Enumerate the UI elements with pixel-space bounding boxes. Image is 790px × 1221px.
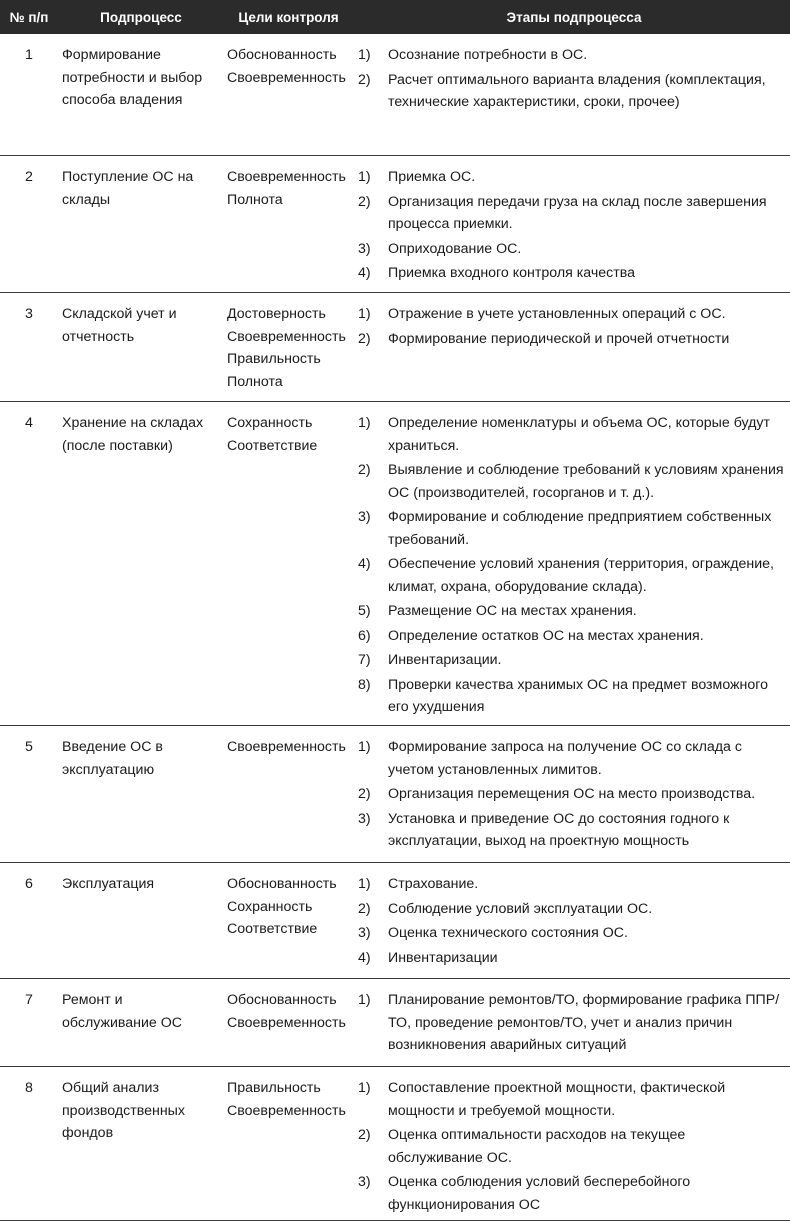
row-number: 5	[25, 739, 33, 755]
stage-text: Соблюдение условий эксплуатации ОС.	[388, 900, 653, 917]
stage-number: 3)	[358, 1174, 371, 1190]
stage-item	[358, 736, 784, 781]
control-goal: Сохранность	[227, 415, 313, 431]
subprocess-stages	[350, 863, 790, 978]
control-goal: Соответствие	[227, 437, 318, 454]
stage-number: 1)	[358, 169, 371, 185]
stage-text: Формирование запроса на получение ОС со склада с учетом установленных лимитов.	[388, 739, 742, 778]
header-subprocess: Подпроцесс	[100, 9, 182, 25]
subprocess-name: Хранение на складах (после поставки)	[62, 415, 204, 454]
control-goal: Полнота	[227, 373, 283, 390]
table-row	[0, 979, 790, 1067]
control-goal: Правильность	[227, 1080, 321, 1096]
subprocess-stages	[350, 34, 790, 155]
control-goal: Своевременность	[227, 169, 346, 185]
stage-item	[358, 506, 784, 551]
stage-number: 7)	[358, 652, 371, 668]
stage-text: Определение остатков ОС на местах хранения.	[388, 627, 704, 644]
stage-text: Планирование ремонтов/ТО, формирование графика ППР/ТО, проведение ремонтов/ТО, учет и анализ причин возникновения аварийных ситуаций	[388, 992, 780, 1053]
stage-number: 2)	[358, 462, 371, 478]
subprocess-stages	[350, 1067, 790, 1220]
table-row	[0, 863, 790, 979]
table-row	[0, 1067, 790, 1221]
stage-number: 8)	[358, 676, 371, 693]
table-row	[0, 402, 790, 726]
stage-item	[358, 459, 784, 504]
stage-item	[358, 1077, 784, 1122]
subprocess-stages	[350, 726, 790, 862]
stage-item	[358, 553, 784, 598]
header-num: № п/п	[9, 9, 49, 25]
stage-text: Оценка оптимальности расходов на текущее обслуживание ОС.	[388, 1127, 686, 1166]
subprocess-name: Общий анализ производственных фондов	[62, 1080, 185, 1141]
stage-item	[358, 412, 784, 457]
subprocess-stages	[350, 979, 790, 1066]
stage-text: Формирование периодической и прочей отчетности	[388, 330, 730, 347]
stage-text: Отражение в учете установленных операций с ОС.	[388, 306, 726, 322]
stage-text: Организация перемещения ОС на место производства.	[388, 786, 756, 802]
stage-text: Оценка соблюдения условий бесперебойного функционирования ОС	[388, 1174, 691, 1213]
stage-item	[358, 649, 784, 672]
stage-text: Выявление и соблюдение требований к условиям хранения ОС (производителей, госорганов и т. д.).	[388, 462, 784, 501]
stage-number: 3)	[358, 509, 371, 525]
control-goals	[220, 402, 350, 725]
stage-text: Инвентаризации.	[388, 652, 502, 668]
subprocess-name: Эксплуатация	[62, 876, 155, 892]
stage-item	[358, 303, 784, 326]
stage-number: 2)	[358, 786, 371, 802]
stage-item	[358, 166, 784, 189]
stage-item	[358, 783, 784, 806]
subprocess-name: Введение ОС в эксплуатацию	[62, 739, 163, 778]
stage-number: 3)	[358, 810, 371, 827]
control-goal: Своевременность	[227, 328, 346, 345]
stage-item	[358, 191, 784, 236]
stage-text: Формирование и соблюдение предприятием собственных требований.	[388, 509, 772, 548]
control-goals	[220, 726, 350, 862]
control-goals	[220, 979, 350, 1066]
stage-number: 2)	[358, 900, 371, 917]
stage-number: 6)	[358, 627, 371, 644]
control-goal: Своевременность	[227, 1102, 346, 1119]
stage-item	[358, 625, 784, 648]
control-goal: Обоснованность	[227, 992, 337, 1008]
stage-text: Размещение ОС на местах хранения.	[388, 603, 637, 619]
subprocess-name: Складской учет и отчетность	[62, 306, 177, 345]
stage-text: Проверки качества хранимых ОС на предмет возможного его ухудшения	[388, 676, 769, 715]
row-number: 2	[25, 169, 33, 185]
stage-number: 1)	[358, 739, 371, 755]
stage-number: 4)	[358, 265, 371, 281]
control-goal: Правильность	[227, 351, 321, 367]
stage-number: 1)	[358, 306, 371, 322]
stage-number: 1)	[358, 876, 371, 892]
control-goals	[220, 156, 350, 292]
control-goals	[220, 34, 350, 155]
table-row	[0, 726, 790, 863]
stage-number: 3)	[358, 925, 371, 941]
control-goals	[220, 293, 350, 401]
stage-text: Приемка входного контроля качества	[388, 265, 635, 281]
control-goal: Обоснованность	[227, 876, 337, 892]
row-number: 4	[25, 415, 33, 431]
control-goal: Своевременность	[227, 69, 346, 86]
stage-item	[358, 1124, 784, 1169]
stage-item	[358, 808, 784, 853]
stage-number: 3)	[358, 240, 371, 257]
stage-number: 2)	[358, 71, 371, 88]
stage-item	[358, 898, 784, 921]
subprocess-stages	[350, 402, 790, 725]
stage-text: Оценка технического состояния ОС.	[388, 925, 628, 941]
stage-item	[358, 922, 784, 945]
stage-text: Определение номенклатуры и объема ОС, которые будут храниться.	[388, 415, 771, 454]
stage-item	[358, 989, 784, 1057]
stage-item	[358, 1171, 784, 1216]
stage-number: 2)	[358, 1127, 371, 1143]
stage-item	[358, 238, 784, 261]
stage-item	[358, 600, 784, 623]
stage-text: Оприходование ОС.	[388, 240, 522, 257]
stage-number: 4)	[358, 949, 371, 966]
control-goal: Своевременность	[227, 1014, 346, 1031]
control-goal: Полнота	[227, 191, 283, 208]
control-goal: Своевременность	[227, 739, 346, 755]
table-row	[0, 293, 790, 402]
control-goal: Достоверность	[227, 306, 326, 322]
row-number: 7	[25, 992, 33, 1008]
stage-number: 1)	[358, 415, 371, 431]
stage-text: Установка и приведение ОС до состояния годного к эксплуатации, выход на проектную мощность	[388, 810, 730, 849]
row-number: 1	[25, 47, 33, 63]
stage-item	[358, 262, 784, 285]
header-goals: Цели контроля	[238, 9, 339, 25]
subprocess-name: Поступление ОС на склады	[62, 169, 194, 208]
stage-number: 1)	[358, 992, 371, 1008]
row-number: 6	[25, 876, 33, 892]
control-goal: Соответствие	[227, 921, 318, 937]
stage-text: Инвентаризации	[388, 949, 498, 966]
stage-text: Сопоставление проектной мощности, фактической мощности и требуемой мощности.	[388, 1080, 726, 1119]
stage-item	[358, 674, 784, 719]
table-row	[0, 34, 790, 156]
stage-item	[358, 44, 784, 67]
control-goal: Обоснованность	[227, 47, 337, 63]
stage-item	[358, 328, 784, 351]
stage-text: Обеспечение условий хранения (территория, ограждение, климат, охрана, оборудование склада).	[388, 556, 774, 595]
stage-item	[358, 873, 784, 896]
stage-number: 2)	[358, 330, 371, 347]
stage-number: 2)	[358, 193, 371, 210]
table-body	[0, 34, 790, 1221]
stage-text: Страхование.	[388, 876, 479, 892]
control-goal: Сохранность	[227, 898, 313, 915]
subprocess-name: Ремонт и обслуживание ОС	[62, 992, 183, 1031]
header-stages: Этапы подпроцесса	[506, 9, 642, 25]
row-number: 3	[25, 306, 33, 322]
subprocess-stages	[350, 293, 790, 401]
stage-number: 1)	[358, 1080, 371, 1096]
stage-text: Расчет оптимального варианта владения (комплектация, технические характеристики, сроки, прочее)	[388, 71, 766, 110]
stage-number: 4)	[358, 556, 371, 572]
control-goals	[220, 1067, 350, 1220]
subprocess-name: Формирование потребности и выбор способа владения	[62, 47, 203, 108]
subprocess-stages	[350, 156, 790, 292]
stage-number: 5)	[358, 603, 371, 619]
row-number: 8	[25, 1080, 33, 1096]
control-goals	[220, 863, 350, 978]
stage-item	[358, 947, 784, 970]
table-header	[0, 0, 790, 34]
stage-text: Организация передачи груза на склад после завершения процесса приемки.	[388, 193, 767, 232]
stage-item	[358, 69, 784, 114]
stage-text: Осознание потребности в ОС.	[388, 47, 588, 63]
table-row	[0, 156, 790, 293]
stage-number: 1)	[358, 47, 371, 63]
stage-text: Приемка ОС.	[388, 169, 476, 185]
